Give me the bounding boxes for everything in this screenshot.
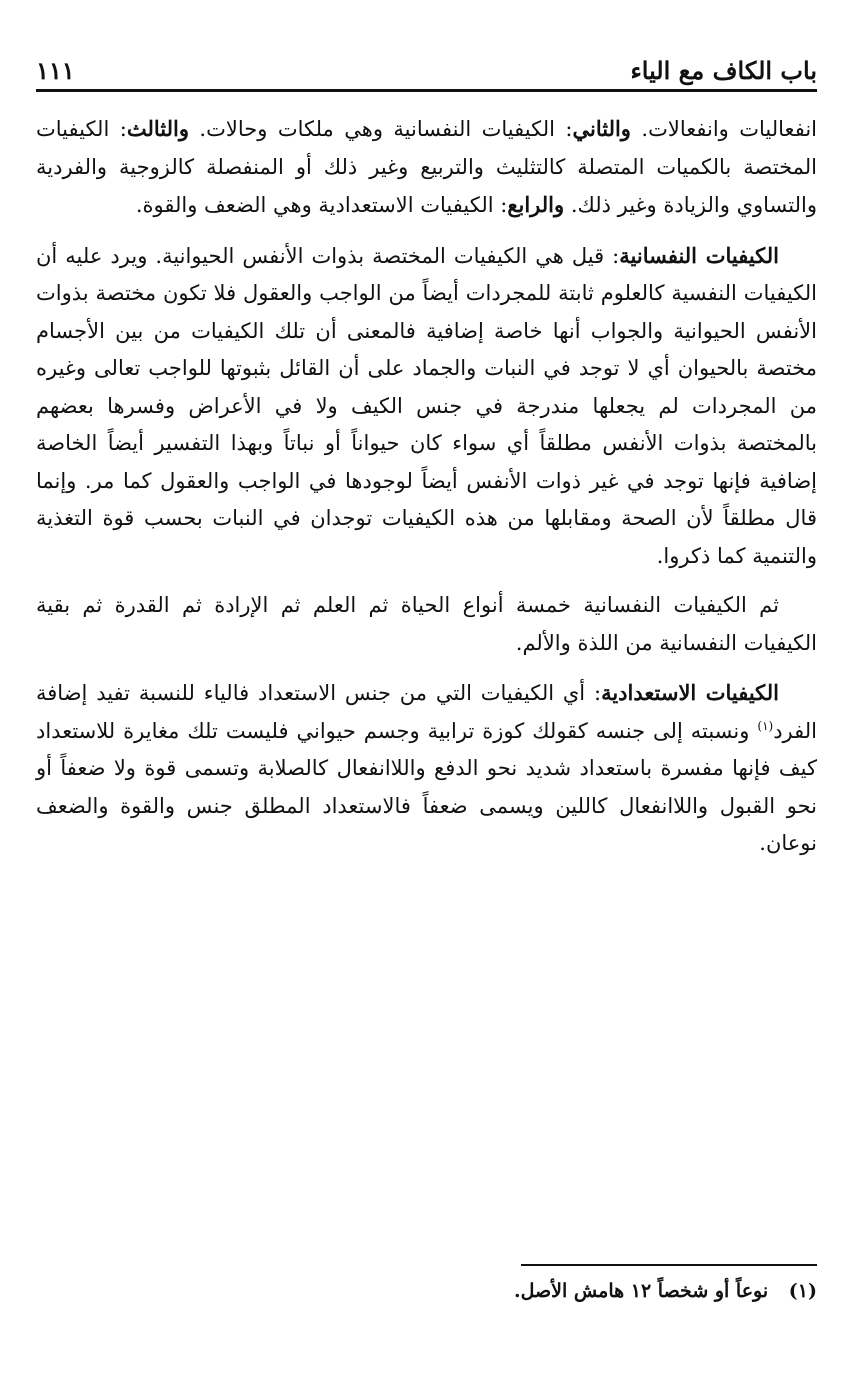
header-rule [36,89,817,92]
paragraph-text: ثم الكيفيات النفسانية خمسة أنواع الحياة ثم العلم ثم الإرادة ثم القدرة ثم بقية الكيفيات النفسانية من اللذة والألم. [36,593,817,655]
term-heading: الكيفيات الاستعدادية [601,680,780,705]
paragraph-text: انفعاليات وانفعالات. [630,117,817,141]
footnote-reference: (١) [757,718,774,733]
paragraph-text: : الكيفيات النفسانية وهي ملكات وحالات. [188,117,573,141]
term-heading: الكيفيات النفسانية [619,242,779,268]
paragraph-text: : الكيفيات المختصة بالكميات المتصلة كالتثليث والتربيع وغير ذلك أو المنفصلة كالزوجية والفردية والتساوي والزيادة وغير ذلك. [36,117,817,217]
paragraph-text: : الكيفيات الاستعدادية وهي الضعف والقوة. [135,193,508,217]
term-heading: والرابع [507,192,565,217]
paragraph [36,237,817,576]
footnote-rule [521,1264,817,1266]
term-heading: والثاني [572,116,631,141]
paragraph-text: : أي الكيفيات التي من جنس الاستعداد فالياء للنسبة تفيد إضافة الفرد [36,681,817,743]
book-page [36,0,817,1376]
body-text [36,110,817,875]
page-number: ١١١ [36,55,75,85]
footnote-number: (١) [788,1280,817,1302]
running-header [36,52,817,88]
paragraph [36,110,817,225]
term-heading: والثالث [126,116,189,141]
paragraph [36,674,817,863]
paragraph-text: ونسبته إلى جنسه كقولك كوزة ترابية وجسم حيواني فليست تلك مغايرة للاستعداد كيف فإنها مفسرة باستعداد شديد نحو الدفع واللاانفعال كالصلابة وتسمى قوة ولا ضعفاً أو نحو القبول واللاانفعال كاللين ويسمى ضعفاً فالاستعداد المطلق جنس والقوة والضعف نوعان. [36,718,817,855]
paragraph [36,587,817,662]
footnote [36,1276,817,1306]
paragraph-text: : قيل هي الكيفيات المختصة بذوات الأنفس الحيوانية. ويرد عليه أن الكيفيات النفسية كالعلوم ثابتة للمجردات أيضاً من الواجب والعقول فلا تكون مختصة بذوات الأنفس الحيوانية والجواب أنها خاصة إضافية فالمعنى أن تلك الكيفيات من بين الأجسام مختصة بالحيوان أي لا توجد في النبات والجماد على أن القائل بثبوتها للواجب تعالى وغيره من المجردات لم يجعلها مندرجة في جنس الكيف ولا في الأعراض وفسرها بعضهم بالمختصة بذوات الأنفس مطلقاً أي سواء كان حيواناً أو نباتاً وبهذا التفسير أيضاً الخاصة إضافية فإنها توجد في غير ذوات الأنفس أيضاً لوجودها في الواجب والعقول كما مر. وإنما قال مطلقاً لأن الصحة ومقابلها من هذه الكيفيات توجدان في النبات بحسب قوة التغذية والتنمية كما ذكروا. [36,243,817,568]
chapter-title: باب الكاف مع الياء [630,55,817,85]
footnote-text: نوعاً أو شخصاً ١٢ هامش الأصل. [514,1280,769,1302]
